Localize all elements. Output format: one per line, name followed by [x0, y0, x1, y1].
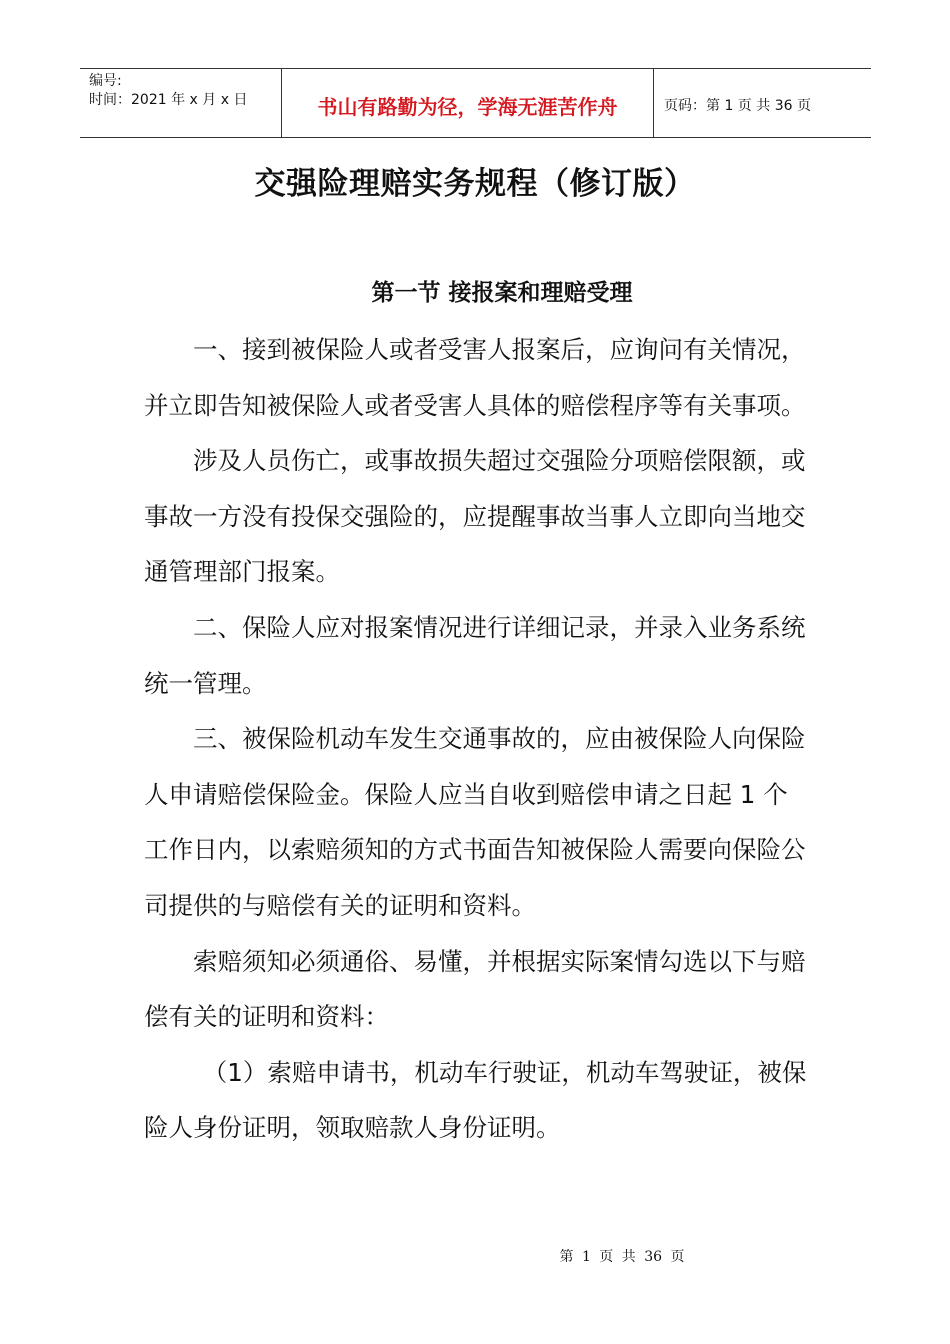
document-header	[80, 68, 871, 138]
paragraph: 一、接到被保险人或者受害人报案后，应询问有关情况，并立即告知被保险人或者受害人具体的赔偿程序等有关事项。	[144, 335, 806, 420]
document-title: 交强险理赔实务规程（修订版）	[254, 166, 696, 202]
page-footer: 第 1 页 共 36 页	[559, 1249, 685, 1265]
header-motto: 书山有路勤为径，学海无涯苦作舟	[282, 69, 654, 137]
paragraph: 涉及人员伤亡，或事故损失超过交强险分项赔偿限额，或事故一方没有投保交强险的，应提醒事故当事人立即向当地交通管理部门报案。	[144, 446, 806, 587]
time-label: 时间：2021 年 x 月 x 日	[89, 92, 248, 108]
header-meta	[80, 69, 282, 137]
paragraph: （1）索赔申请书，机动车行驶证，机动车驾驶证，被保险人身份证明，领取赔款人身份证明。	[144, 1057, 807, 1143]
paragraph: 二、保险人应对报案情况进行详细记录，并录入业务系统统一管理。	[144, 612, 806, 698]
document-body	[144, 322, 810, 1156]
paragraph: 索赔须知必须通俗、易懂，并根据实际案情勾选以下与赔偿有关的证明和资料：	[144, 946, 806, 1032]
header-page-info: 页码：第 1 页 共 36 页	[664, 98, 811, 114]
number-label: 编号:	[89, 73, 122, 89]
section-title: 第一节 接报案和理赔受理	[371, 280, 633, 306]
paragraph: 三、被保险机动车发生交通事故的，应由被保险人向保险人申请赔偿保险金。保险人应当自收到赔偿申请之日起 1 个工作日内，以索赔须知的方式书面告知被保险人需要向保险公司提供的与赔偿有关的证明和资料。	[144, 724, 806, 920]
